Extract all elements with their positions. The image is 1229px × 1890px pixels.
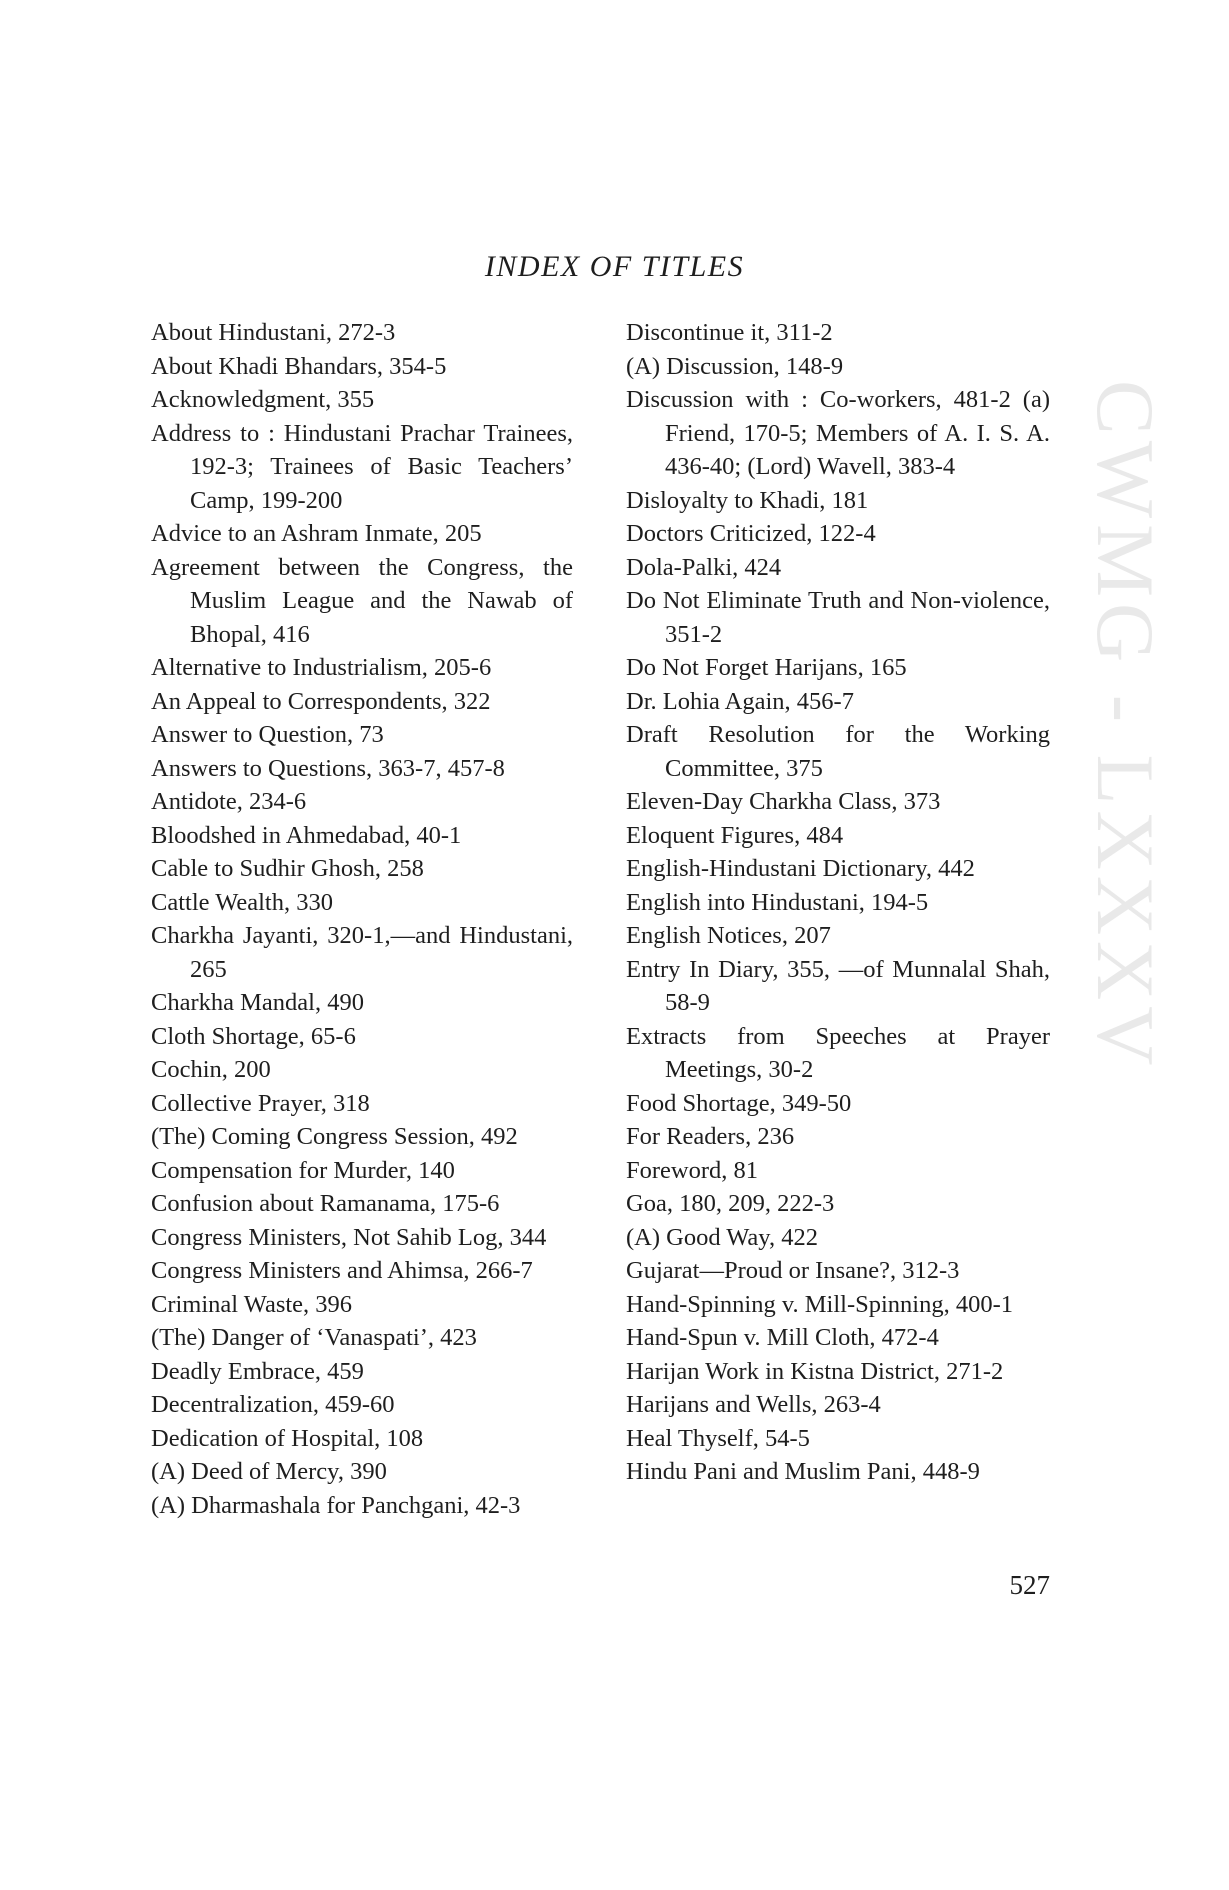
- index-entry: Gujarat—Proud or Insane?, 312-3: [626, 1257, 960, 1284]
- index-entry: Hand-Spun v. Mill Cloth, 472-4: [626, 1324, 939, 1351]
- index-entry: Collective Prayer, 318: [151, 1089, 370, 1117]
- index-entry: (A) Deed of Mercy, 390: [151, 1458, 387, 1485]
- index-entry: Confusion about Ramanama, 175-6: [151, 1190, 500, 1217]
- index-entry: English-Hindustani Dictionary, 442: [626, 855, 975, 882]
- page-number: 527: [1009, 1570, 1050, 1600]
- index-column-right: [626, 316, 1050, 1489]
- index-entry: Hand-Spinning v. Mill-Spinning, 400-1: [626, 1290, 1014, 1318]
- index-entry: Doctors Criticized, 122-4: [626, 520, 876, 547]
- index-entry: Disloyalty to Khadi, 181: [626, 486, 869, 514]
- index-entry: (A) Dharmashala for Panchgani, 42-3: [151, 1491, 521, 1519]
- index-entry: Congress Ministers, Not Sahib Log, 344: [151, 1223, 547, 1251]
- index-entry: Cable to Sudhir Ghosh, 258: [151, 855, 424, 882]
- index-entry: Charkha Mandal, 490: [151, 989, 364, 1016]
- index-entry: (The) Coming Congress Session, 492: [151, 1123, 518, 1150]
- index-entry: Do Not Forget Harijans, 165: [626, 654, 907, 681]
- index-entry: Discontinue it, 311-2: [626, 319, 833, 346]
- index-entry: Bloodshed in Ahmedabad, 40-1: [151, 821, 462, 849]
- index-entry: Decentralization, 459-60: [151, 1391, 395, 1418]
- index-entry: Compensation for Murder, 140: [151, 1156, 455, 1184]
- index-entry: (A) Discussion, 148-9: [626, 352, 844, 380]
- index-entry: Extracts from Speeches at Prayer Meetings, 30-2: [626, 1022, 1050, 1083]
- index-entry: Cattle Wealth, 330: [151, 888, 333, 916]
- index-entry: Goa, 180, 209, 222-3: [626, 1190, 835, 1217]
- index-entry: Discussion with : Co-workers, 481-2 (a) Friend, 170-5; Members of A. I. S. A. 436-40; (Lord) Wavell, 383-4: [626, 386, 1050, 480]
- index-entry: English Notices, 207: [626, 922, 831, 949]
- index-entry: Draft Resolution for the Working Committee, 375: [626, 721, 1050, 782]
- index-entry: Criminal Waste, 396: [151, 1290, 353, 1318]
- index-entry: Agreement between the Congress, the Muslim League and the Nawab of Bhopal, 416: [151, 553, 573, 648]
- index-entry: (A) Good Way, 422: [626, 1223, 818, 1251]
- index-entry: Heal Thyself, 54-5: [626, 1424, 810, 1452]
- index-entry: Deadly Embrace, 459: [151, 1357, 364, 1385]
- index-entry: Dedication of Hospital, 108: [151, 1424, 424, 1452]
- index-entry: For Readers, 236: [626, 1123, 795, 1150]
- index-entry: Cloth Shortage, 65-6: [151, 1022, 356, 1050]
- page-title: INDEX OF TITLES: [484, 250, 745, 283]
- index-entry: Dola-Palki, 424: [626, 553, 782, 581]
- index-entry: Cochin, 200: [151, 1056, 271, 1083]
- index-entry: English into Hindustani, 194-5: [626, 888, 929, 916]
- index-entry: Address to : Hindustani Prachar Trainees, 192-3; Trainees of Basic Teachers’ Camp, 199-200: [151, 419, 573, 514]
- index-entry: Hindu Pani and Muslim Pani, 448-9: [626, 1458, 980, 1485]
- index-entry: Eloquent Figures, 484: [626, 821, 844, 849]
- index-column-left: [151, 316, 573, 1522]
- index-entry: Dr. Lohia Again, 456-7: [626, 687, 854, 715]
- index-entry: Advice to an Ashram Inmate, 205: [151, 520, 482, 547]
- index-entry: Do Not Eliminate Truth and Non-violence, 351-2: [626, 587, 1050, 648]
- index-entry: Acknowledgment, 355: [151, 386, 375, 413]
- index-entry: Harijans and Wells, 263-4: [626, 1391, 881, 1418]
- index-entry: Harijan Work in Kistna District, 271-2: [626, 1357, 1004, 1385]
- index-entry: Alternative to Industrialism, 205-6: [151, 654, 492, 681]
- index-entry: Answer to Question, 73: [151, 721, 384, 748]
- index-entry: Congress Ministers and Ahimsa, 266-7: [151, 1257, 533, 1284]
- watermark: CWMG - LXXXV: [1080, 380, 1171, 1072]
- index-entry: Answers to Questions, 363-7, 457-8: [151, 754, 505, 782]
- index-entry: An Appeal to Correspondents, 322: [151, 687, 491, 715]
- index-entry: Foreword, 81: [626, 1156, 759, 1184]
- index-entry: About Hindustani, 272-3: [151, 319, 396, 346]
- index-entry: (The) Danger of ‘Vanaspati’, 423: [151, 1324, 477, 1351]
- index-entry: Antidote, 234-6: [151, 788, 307, 815]
- index-entry: Eleven-Day Charkha Class, 373: [626, 788, 941, 815]
- index-entry: Food Shortage, 349-50: [626, 1089, 852, 1117]
- index-entry: About Khadi Bhandars, 354-5: [151, 352, 447, 380]
- index-entry: Charkha Jayanti, 320-1,—and Hindustani, 265: [151, 922, 573, 983]
- index-entry: Entry In Diary, 355, —of Munnalal Shah, 58-9: [626, 955, 1050, 1016]
